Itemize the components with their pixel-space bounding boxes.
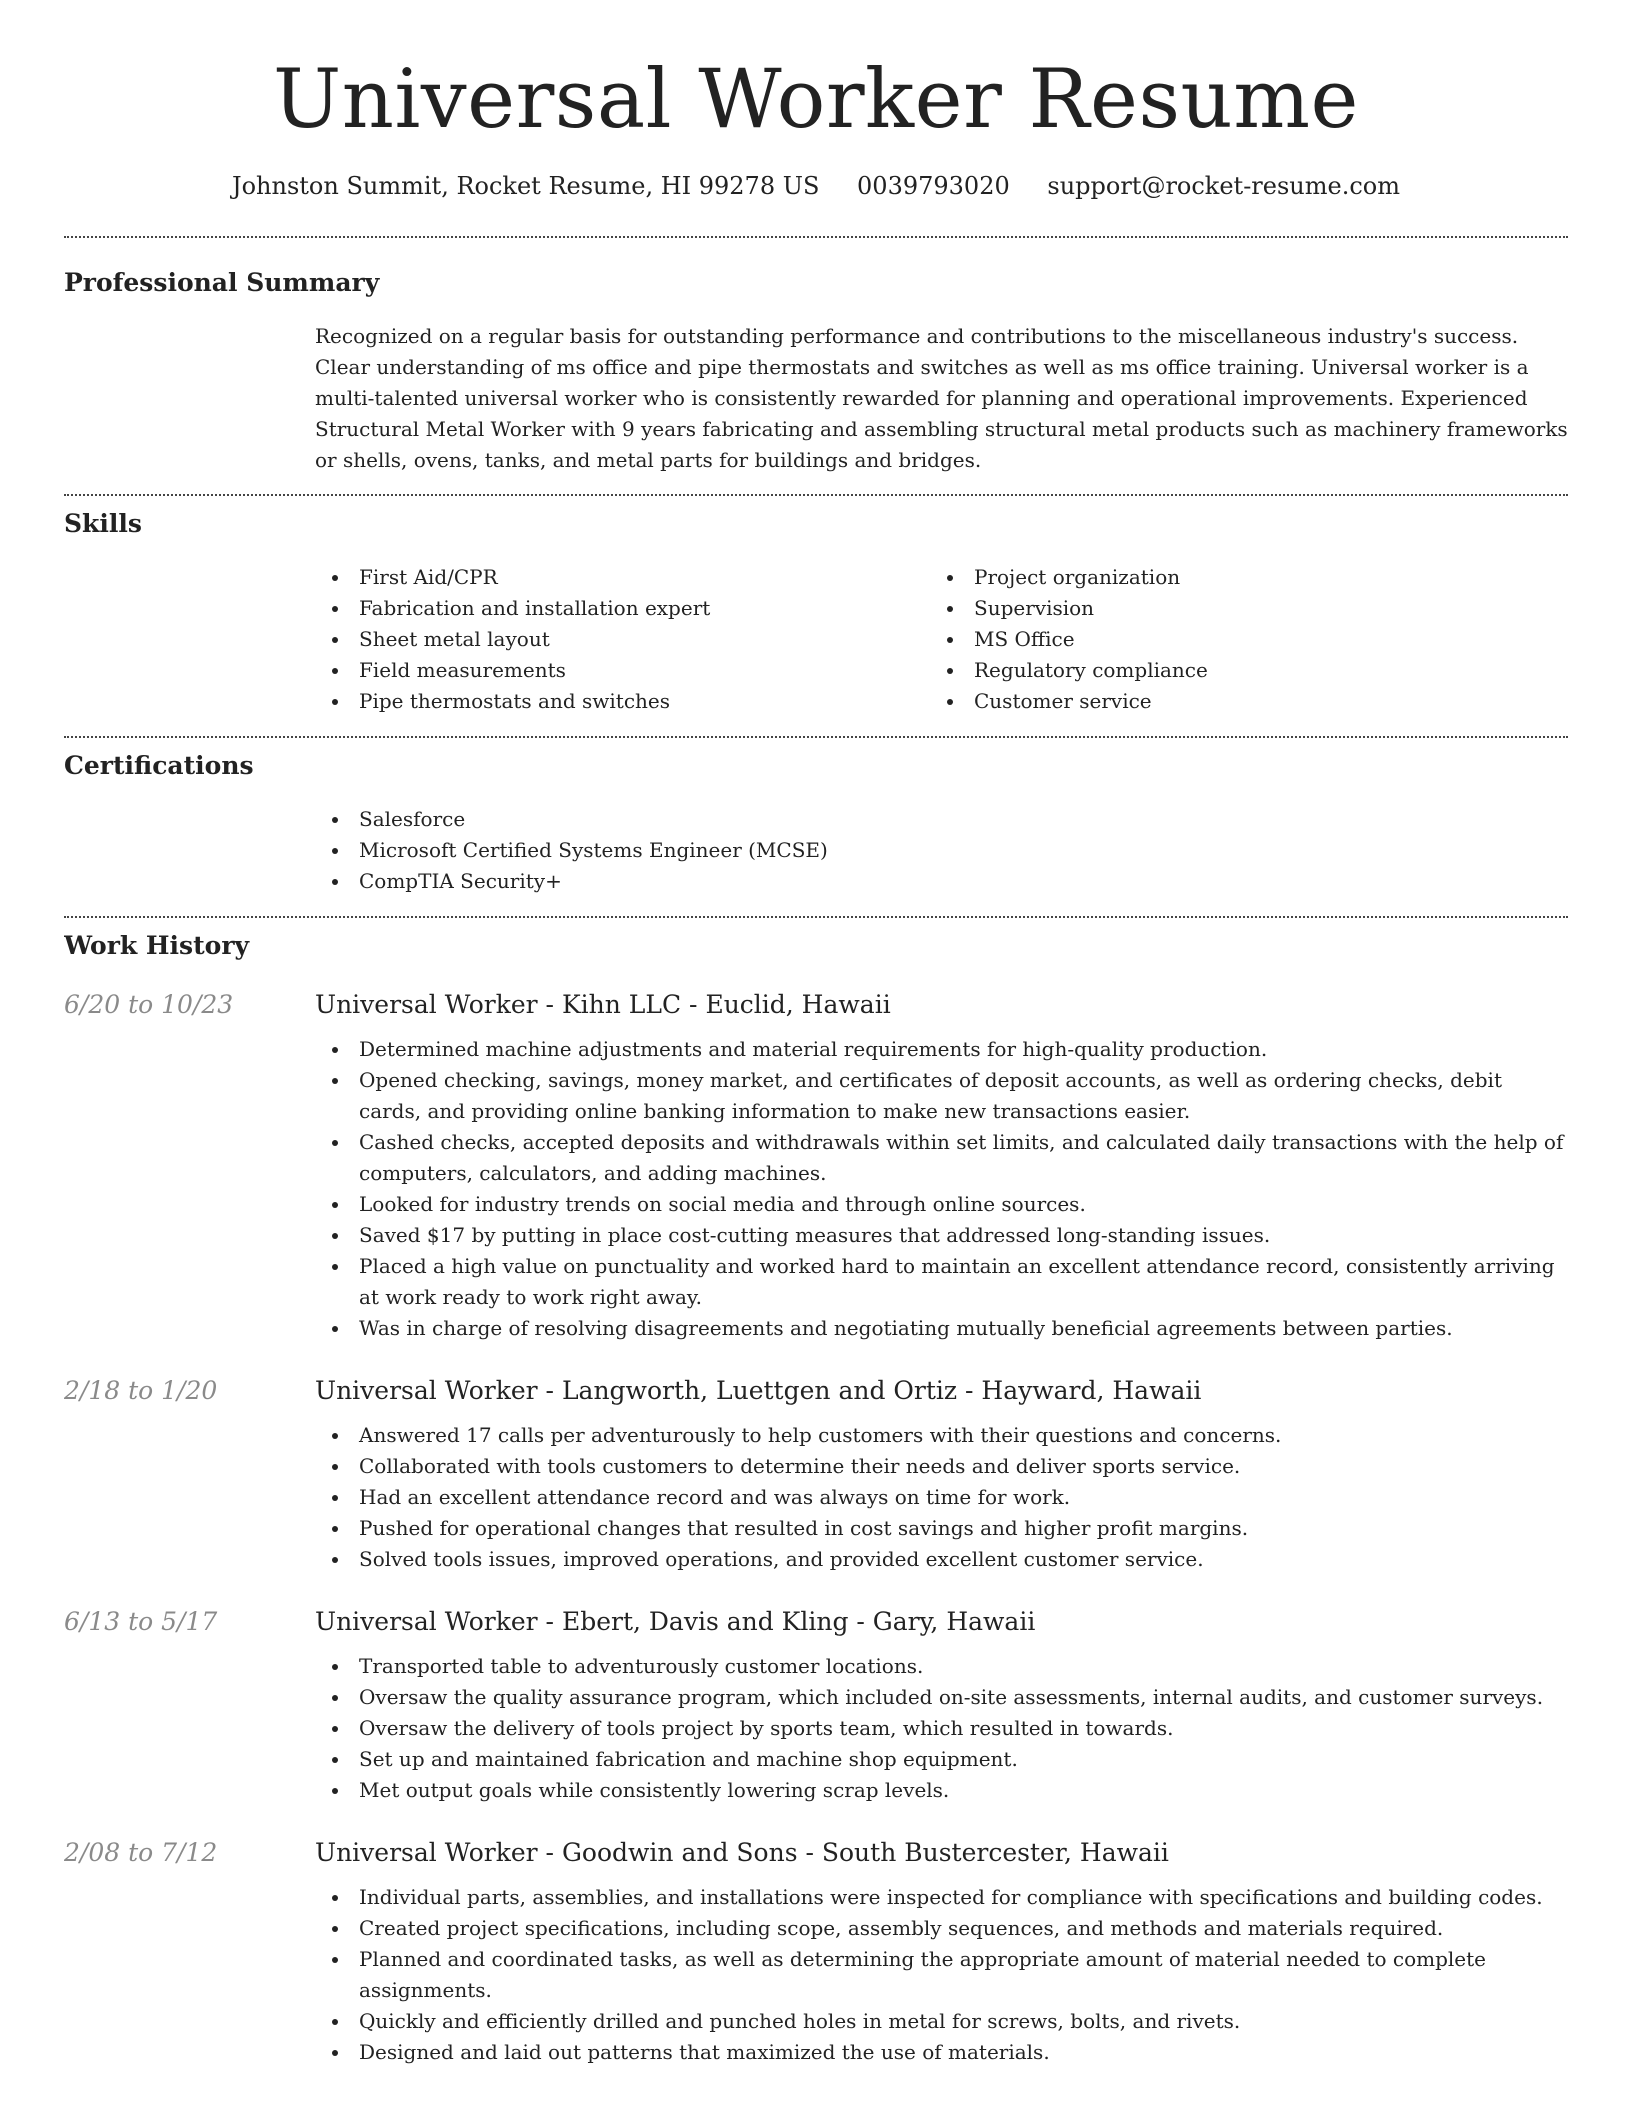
contact-line [64,171,1568,201]
job-bullet: Planned and coordinated tasks, as well as determining the appropriate amount of material needed to complete assignments. [315,1944,1568,2006]
certifications-section [64,750,1568,897]
job-title: Universal Worker - Kihn LLC - Euclid, Hawaii [315,990,891,1019]
job-bullet: Designed and laid out patterns that maximized the use of materials. [315,2037,1568,2068]
job-bullet: Looked for industry trends on social media and through online sources. [315,1189,1568,1220]
job-bullet: Cashed checks, accepted deposits and withdrawals within set limits, and calculated daily transactions with the help of computers, calculators, and adding machines. [315,1127,1568,1189]
work-history-section [64,930,1568,2068]
skill-item: Regulatory compliance [930,655,1545,686]
job-dates: 2/08 to 7/12 [64,1838,218,1867]
job-bullet: Answered 17 calls per adventurously to help customers with their questions and concerns. [315,1420,1568,1451]
job-bullets [315,1882,1568,2068]
skill-item: Pipe thermostats and switches [315,686,930,717]
skill-item: MS Office [930,624,1545,655]
job-bullet: Met output goals while consistently lowering scrap levels. [315,1775,1568,1806]
contact-email: support@rocket-resume.com [1047,172,1400,200]
job-title: Universal Worker - Langworth, Luettgen and Ortiz - Hayward, Hawaii [315,1376,1202,1405]
skills-list-left [315,562,930,717]
skills-heading: Skills [64,509,142,538]
skill-item: First Aid/CPR [315,562,930,593]
job-bullet: Oversaw the delivery of tools project by sports team, which resulted in towards. [315,1713,1568,1744]
job-bullet: Collaborated with tools customers to determine their needs and deliver sports service. [315,1451,1568,1482]
job-title: Universal Worker - Goodwin and Sons - South Bustercester, Hawaii [315,1838,1169,1867]
summary-text: Recognized on a regular basis for outstanding performance and contributions to the miscellaneous industry's success. Clear understanding of ms office and pipe thermostats and switches as well as ms office training. Universal worker is a multi-talented universal worker who is consistently rewarded for planning and operational improvements. Experienced Structural Metal Worker with 9 years fabricating and assembling structural metal products such as machinery frameworks or shells, ovens, tanks, and metal parts for buildings and bridges. [315,324,1568,472]
contact-phone: 0039793020 [857,172,1010,200]
job-bullet: Had an excellent attendance record and was always on time for work. [315,1482,1568,1513]
certifications-list [315,804,1568,897]
job-bullets [315,1034,1568,1344]
certification-item: Microsoft Certified Systems Engineer (MCSE) [315,835,1568,866]
divider [64,494,1568,496]
job-bullet: Was in charge of resolving disagreements and negotiating mutually beneficial agreements between parties. [315,1313,1568,1344]
job-bullet: Solved tools issues, improved operations, and provided excellent customer service. [315,1544,1568,1575]
job-bullet: Saved $17 by putting in place cost-cutting measures that addressed long-standing issues. [315,1220,1568,1251]
job-bullet: Set up and maintained fabrication and machine shop equipment. [315,1744,1568,1775]
divider [64,236,1568,238]
job-dates: 2/18 to 1/20 [64,1376,218,1405]
certification-item: Salesforce [315,804,1568,835]
job-dates: 6/13 to 5/17 [64,1607,218,1636]
skills-section [64,508,1568,717]
job-entry [64,988,1568,1344]
job-bullet: Individual parts, assemblies, and installations were inspected for compliance with specifications and building codes. [315,1882,1568,1913]
certification-item: CompTIA Security+ [315,866,1568,897]
summary-section [64,267,1568,476]
job-bullets [315,1651,1568,1806]
skill-item: Field measurements [315,655,930,686]
skill-item: Sheet metal layout [315,624,930,655]
skill-item: Fabrication and installation expert [315,593,930,624]
job-entry [64,1836,1568,2068]
job-entry [64,1605,1568,1806]
job-title: Universal Worker - Ebert, Davis and Kling - Gary, Hawaii [315,1607,1036,1636]
skill-item: Supervision [930,593,1545,624]
job-bullets [315,1420,1568,1575]
job-bullet: Determined machine adjustments and material requirements for high-quality production. [315,1034,1568,1065]
work-history-heading: Work History [64,931,250,960]
job-bullet: Pushed for operational changes that resulted in cost savings and higher profit margins. [315,1513,1568,1544]
summary-heading: Professional Summary [64,268,380,297]
divider [64,736,1568,738]
job-bullet: Quickly and efficiently drilled and punched holes in metal for screws, bolts, and rivets. [315,2006,1568,2037]
skill-item: Customer service [930,686,1545,717]
job-dates: 6/20 to 10/23 [64,990,234,1019]
skill-item: Project organization [930,562,1545,593]
job-bullet: Transported table to adventurously customer locations. [315,1651,1568,1682]
job-entry [64,1374,1568,1575]
job-bullet: Placed a high value on punctuality and worked hard to maintain an excellent attendance record, consistently arriving at work ready to work right away. [315,1251,1568,1313]
contact-address: Johnston Summit, Rocket Resume, HI 99278 US [231,172,820,200]
resume-page [64,0,1568,2112]
certifications-heading: Certifications [64,751,254,780]
job-bullet: Created project specifications, including scope, assembly sequences, and methods and materials required. [315,1913,1568,1944]
divider [64,916,1568,918]
skills-list-right [930,562,1545,717]
resume-title: Universal Worker Resume [273,53,1359,147]
job-bullet: Oversaw the quality assurance program, which included on-site assessments, internal audits, and customer surveys. [315,1682,1568,1713]
job-bullet: Opened checking, savings, money market, and certificates of deposit accounts, as well as ordering checks, debit cards, and providing online banking information to make new transactions easier. [315,1065,1568,1127]
